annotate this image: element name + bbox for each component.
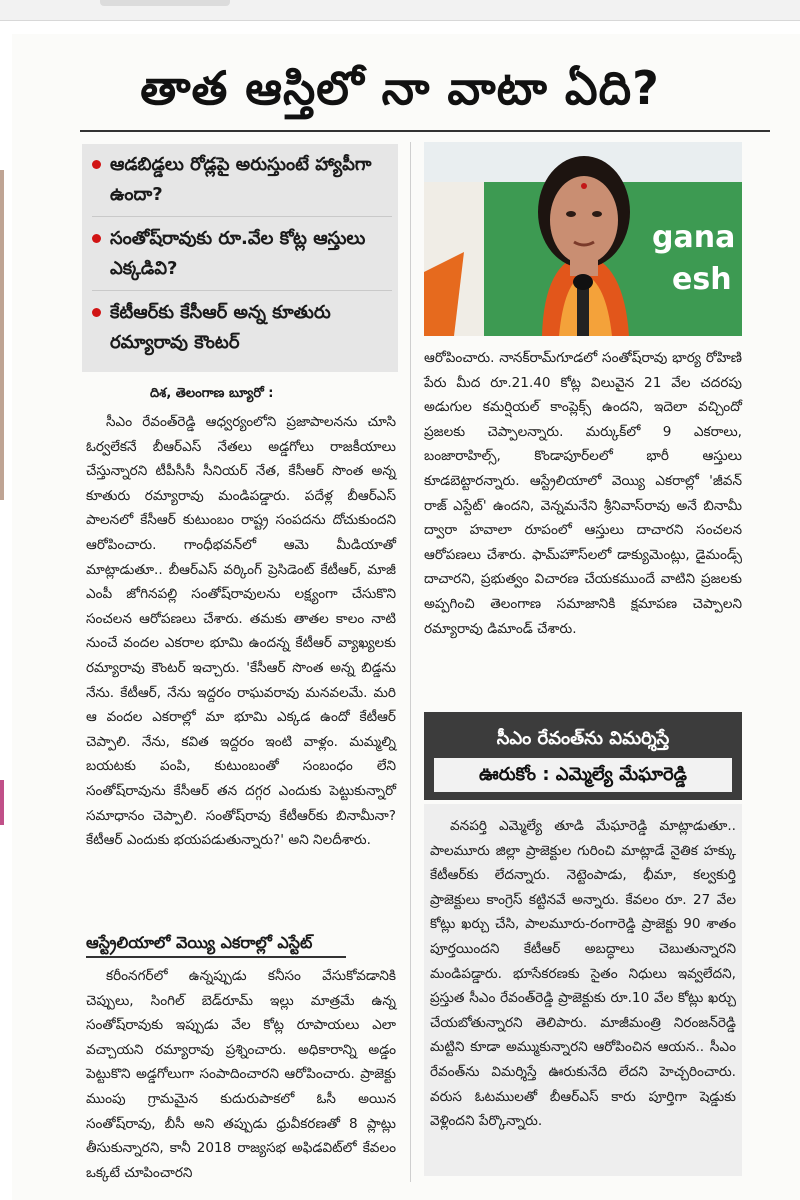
divider	[92, 290, 392, 291]
article-paragraph: సీఎం రేవంత్‌రెడ్డి ఆధ్వర్యంలోని ప్రజాపాలనను చూసి ఓర్వలేకనే బీఆర్ఎస్ నేతలు అడ్డగోలు రాజకీయాలు చేస్తున్నారని టీపీసీసీ సీనియర్ నేత, కేసీఆర్ సొంత అన్న కూతురు రమ్యారావు మండిపడ్డారు. పదేళ్ల బీఆర్ఎస్ పాలనలో కేసీఆర్ కుటుంబం రాష్ట్ర సంపదను దోచుకుందని ఆరోపించారు. గాంధీభవన్‌లో ఆమె మీడియాతో మాట్లాడుతూ.. బీఆర్ఎస్ వర్కింగ్ ప్రెసిడెంట్ కేటీఆర్, మాజీ ఎంపీ జోగినపల్లి సంతోష్‌రావులను లక్ష్యంగా చేసుకొని సంచలన ఆరోపణలు చేశారు. తమకు తాతల కాలం నాటి నుంచే వందల ఎకరాల భూమి ఉందన్న కేటీఆర్ వ్యాఖ్యలకు రమ్యారావు కౌంటర్ ఇచ్చారు. 'కేసీఆర్ సొంత అన్న బిడ్డను నేను. కేటీఆర్, నేను ఇద్దరం రాఘవరావు మనవలమే. మరి ఆ వందల ఎకరాల్లో మా భూమి ఎక్కడ ఉందో కేటీఆర్ చెప్పాలి. నేను, కవిత ఇద్దరం ఇంటి వాళ్లం. మమ్మల్ని బయటకు పంపి, కుటుంబంతో సంబంధం లేని సంతోష్‌రావును కేసీఆర్ తన దగ్గర ఎందుకు పెట్టుకున్నారో సమాధానం చెప్పాలి. సంతోష్‌రావు కేటీఆర్‌కు బినామీనా? కేటీఆర్ ఎందుకు భయపడుతున్నారు?' అని నిలదీశారు.	[86, 414, 396, 849]
backdrop-text: gana	[652, 220, 736, 255]
article-column-right	[424, 346, 742, 641]
divider	[92, 216, 392, 217]
article-headline: తాత ఆస్తిలో నా వాటా ఏది?	[140, 61, 660, 115]
article-paragraph: వనపర్తి ఎమ్మెల్యే తూడి మేఘారెడ్డి మాట్లాడుతూ.. పాలమూరు జిల్లా ప్రాజెక్టుల గురించి మాట్లాడే నైతిక హక్కు కేటీఆర్‌కు లేదన్నారు. నెట్టెంపాడు, భీమా, కల్వకుర్తి ప్రాజెక్టులు కాంగ్రెస్ కట్టినవే అన్నారు. కేవలం రూ. 27 వేల కోట్లు ఖర్చు చేసి, పాలమూరు-రంగారెడ్డి ప్రాజెక్టు 90 శాతం పూర్తయిందని కేటీఆర్ అబద్ధాలు చెబుతున్నారని మండిపడ్డారు. భూసేకరణకు సైతం నిధులు ఇవ్వలేదని, ప్రస్తుత సీఎం రేవంత్‌రెడ్డి ప్రాజెక్టుకు రూ.10 వేల కోట్లు ఖర్చు చేయబోతున్నారని తెలిపారు. మాజీమంత్రి నిరంజన్‌రెడ్డి మట్టిని కూడా అమ్ముకున్నారని ఆరోపించిన ఆయన.. సీఎం రేవంత్‌ను విమర్శిస్తే ఊరుకునేది లేదని హెచ్చరించారు. వరుస ఓటములతో బీఆర్ఎస్ కారు పూర్తిగా షెడ్డుకు వెళ్లిందని పేర్కొన్నారు.	[430, 818, 736, 1130]
bullet-icon	[92, 160, 101, 169]
browser-tab[interactable]	[100, 0, 230, 6]
headline-rule	[80, 130, 770, 132]
backdrop-text: esh	[672, 262, 732, 297]
bullet-icon	[92, 308, 101, 317]
highlight-text: ఆడబిడ్డలు రోడ్లపై అరుస్తుంటే హ్యాపీగా ఉందా?	[110, 154, 372, 205]
subheading-text: ఆస్ట్రేలియాలో వెయ్యి ఎకరాల్లో ఎస్టేట్	[86, 933, 313, 952]
secondary-headline	[424, 712, 742, 800]
adjacent-page-edge-accent	[0, 780, 4, 825]
adjacent-page-edge	[0, 170, 4, 500]
secondary-headline-line: ఊరుకోం : ఎమ్మెల్యే మేఘారెడ్డి	[434, 758, 732, 792]
article-column-left	[86, 410, 396, 853]
highlights-box	[82, 144, 398, 372]
secondary-headline-line: సీఎం రేవంత్‌ను విమర్శిస్తే	[496, 728, 670, 749]
dateline: దిశ, తెలంగాణ బ్యూరో :	[150, 386, 274, 401]
subheading-underline	[86, 956, 346, 958]
highlight-text: సంతోష్‌రావుకు రూ.వేల కోట్ల ఆస్తులు ఎక్కడివి?	[110, 228, 366, 279]
article-column-left-continued	[86, 964, 396, 1185]
browser-top-bar	[0, 0, 800, 21]
bullet-icon	[92, 234, 101, 243]
speaker-photo	[424, 142, 742, 336]
article-paragraph: ఆరోపించారు. నానక్‌రామ్‌గూడలో సంతోష్‌రావు భార్య రోహిణి పేరు మీద రూ.21.40 కోట్ల విలువైన 21 వేల చదరపు అడుగుల కమర్షియల్ కాంప్లెక్స్ ఉందని, ఇదెలా వచ్చిందో ప్రజలకు చెప్పాలన్నారు. మర్కుక్‌లో 9 ఎకరాలు, బంజారాహిల్స్, కొండాపూర్‌లలో భారీ ఆస్తులు కూడబెట్టారన్నారు. ఆస్ట్రేలియాలో వెయ్యి ఎకరాల్లో 'జీవన్ రాజ్ ఎస్టేట్' ఉందని, వెన్నమనేని శ్రీనివాస్‌రావు అనే బినామీ ద్వారా హవాలా రూపంలో ఆస్తులు దాచారని సంచలన ఆరోపణలు చేశారు. ఫామ్‌హౌస్‌లలో డాక్యుమెంట్లు, డైమండ్స్ దాచారని, ప్రభుత్వం విచారణ చేయకముందే వాటిని ప్రజలకు అప్పగించి తెలంగాణ సమాజానికి క్షమాపణ చెప్పాలని రమ్యారావు డిమాండ్ చేశారు.	[424, 350, 742, 637]
column-divider	[410, 142, 411, 1182]
article-paragraph: కరీంనగర్‌లో ఉన్నప్పుడు కనీసం వేసుకోవడానికి చెప్పులు, సింగిల్ బెడ్‌రూమ్ ఇల్లు మాత్రమే ఉన్న సంతోష్‌రావుకు ఇప్పుడు వేల కోట్ల రూపాయలు ఎలా వచ్చాయని రమ్యారావు ప్రశ్నించారు. అధికారాన్ని అడ్డం పెట్టుకొని అడ్డగోలుగా సంపాదించారని ఆరోపించారు. ప్రాజెక్టు ముంపు గ్రామమైన కుదురుపాకలో ఓసీ అయిన సంతోష్‌రావు, బీసీ అని తప్పుడు ధ్రువీకరణతో 8 ప్లాట్లు తీసుకున్నారని, కానీ 2018 రాజ్యసభ అఫిడవిట్‌లో కేవలం ఒక్కటే చూపించారని	[86, 968, 396, 1181]
secondary-story-box	[424, 804, 742, 1176]
secondary-story-text	[430, 814, 736, 1134]
highlight-text: కేటీఆర్‌కు కేసీఆర్ అన్న కూతురు రమ్యారావు కౌంటర్	[110, 302, 331, 353]
subheading	[86, 926, 396, 960]
